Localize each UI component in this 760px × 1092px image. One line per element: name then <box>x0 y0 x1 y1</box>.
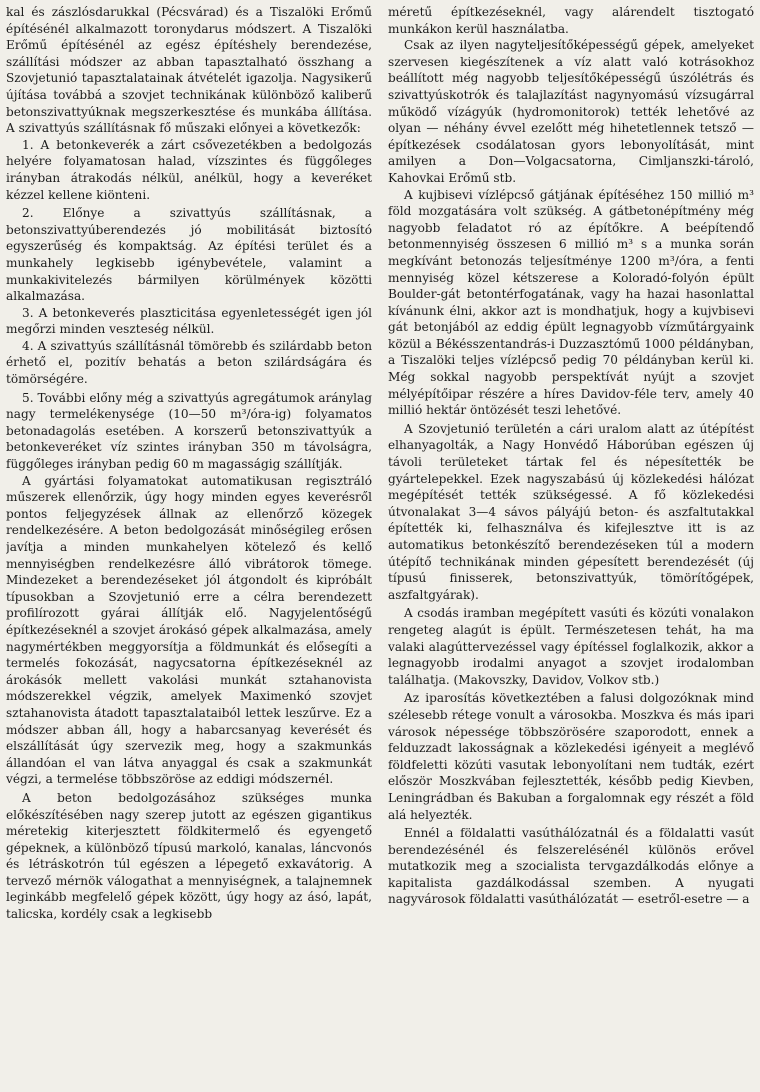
paragraph: A beton bedolgozásához szükséges munka előkészítésében nagy szerep jutott az egészen gigantikus méretekig kiterjesztett földkitermelő és egyengető gépeknek, a különböző típusú markoló, kanalas, láncvonós és létráskotrón túl egészen a lépegető exkavátorig. A tervező mérnök válogathat a mennyiségnek, a talajnemnek leginkább megfelelő gépek között, úgy hogy az ásó, lapát, talicska, kordély csak a legkisebb <box>6 790 372 922</box>
left-column <box>6 4 372 1092</box>
paragraph: A csodás iramban megépített vasúti és közúti vonalakon rengeteg alagút is épült. Természetesen tehát, ha ma valaki alagúttervezéssel vagy építéssel foglalkozik, akkor a legnagyobb irodalmi anyagot a szovjet irodalomban találhatja. (Makovszky, Davidov, Volkov stb.) <box>388 606 754 687</box>
paragraph: 4. A szivattyús szállításnál tömörebb és szilárdabb beton érhető el, pozitív behatás a beton szilárdságára és tömörségére. <box>6 338 372 387</box>
paragraph: 5. További előny még a szivattyús agregátumok aránylag nagy termelékenysége (10—50 m³/óra-ig) folyamatos betonadagolás esetében. A korszerű betonszivattyúk a betonkeveréket víz szintes irányban 350 m távolságra, függőleges irányban pedig 60 m magasságig szállítják. <box>6 390 372 472</box>
paragraph: 3. A betonkeverés plaszticitása egyenletességét igen jól megőrzi minden veszteség nélkül. <box>6 305 372 337</box>
right-column <box>388 4 754 1092</box>
two-column-layout <box>6 4 754 1092</box>
paragraph: méretű építkezéseknél, vagy alárendelt tisztogató munkákon kerül használatba. <box>388 5 754 36</box>
paragraph: Csak az ilyen nagyteljesítőképességű gépek, amelyeket szervesen kiegészítenek a víz alatt való kotrásokhoz beállított még nagyobb teljesítőképességű úszólétrás és szivattyúskotrók és talajlazítást nagynyomású vízsugárral működő vízágyúk (hydromonitorok) tették lehetővé az olyan — néhány évvel ezelőtt még hihetetlennek tetsző — építkezések csodálatosan gyors lebonyolítását, mint amilyen a Don—Volgacsatorna, Cimljanszki-tároló, Kahovkai Erőmű stb. <box>388 38 754 185</box>
paragraph: Az iparosítás következtében a falusi dolgozóknak mind szélesebb rétege vonult a városokba. Moszkva és más ipari városok népessége többszörösére szaporodott, ennek a felduzzadt lakosságnak a közlekedési igényeit a meglévő földfeletti közúti vasutak lebonyolítani nem tudták, ezért először Moszkvában fejlesztették, később pedig Kievben, Leningrádban és Bakuban a forgalomnak egy részét a föld alá helyezték. <box>388 691 754 822</box>
paragraph: Ennél a földalatti vasúthálózatnál és a földalatti vasút berendezésénél és felszerelésénél különös erővel mutatkozik meg a szocialista tervgazdálkodás előnye a kapitalista gazdálkodással szemben. A nyugati nagyvárosok földalatti vasúthálózatát — esetről-esetre — a <box>388 826 754 907</box>
paragraph: A gyártási folyamatokat automatikusan regisztráló műszerek ellenőrzik, úgy hogy minden egyes keverésről pontos feljegyzések állnak az ellenőrző közegek rendelkezésére. A beton bedolgozását minőségileg erősen javítja a minden munkahelyen kötelező és kellő mennyiségben rendelkezésre álló vibrátorok tömege. Mindezeket a berendezéseket jól átgondolt és kipróbált típusokban a Szovjetunió erre a célra berendezett profilírozott gyárai állítják elő. Nagyjelentőségű építkezéseknél a szovjet árokásó gépek alkalmazása, amely nagymértékben meggyorsítja a földmunkát és elősegíti a termelés fokozását, nagycsatorna építkezéseknél az árokásók mellett vakolási munkát sztahanovista módszerekkel végzik, amelyek Maximenkó szovjet sztahanovista átadott tapasztalataiból lettek leszűrve. Ez a módszer abban áll, hogy a habarcsanyag keverését és elszállítását úgy szervezik meg, hogy a szakmunkás állandóan el van látva anyaggal és csak a szakmunkát végzi, a termelése többszöröse az eddigi módszernél. <box>6 473 372 787</box>
paragraph: kal és zászlósdarukkal (Pécsvárad) és a Tiszalöki Erőmű építésénél alkalmazott toronydarus módszert. A Tiszalöki Erőmű építésénél az egész építéshely berendezése, szállítási módszer az abban tapasztalható összhang a Szovjetunió tapasztalatainak átvételét igazolja. Nagysikerű újítása továbbá a szovjet technikának különböző kaliberű betonszivattyúknak megszerkesztése és munkába állítása. A szivattyús szállításnak fő műszaki előnyei a következők: <box>6 5 372 136</box>
paragraph: 1. A betonkeverék a zárt csővezetékben a bedolgozás helyére folyamatosan halad, vízszintes és függőleges irányban átrakodás nélkül, anélkül, hogy a keveréket kézzel kellene kiönteni. <box>6 137 372 202</box>
paragraph: A Szovjetunió területén a cári uralom alatt az útépítést elhanyagolták, a Nagy Honvédő Háborúban egészen új távoli területeket tártak fel és népesítették be gyártelepekkel. Ezek nagyszabású új közlekedési hálózat megépítését tették szükségessé. A fő közlekedési útvonalakat 3—4 sávos pályájú beton- és aszfaltutakkal építették ki, felhasználva és kifejlesztve itt is az automatikus betonkészítő berendezéseken túl a modern útépítő technikának minden gépesített berendezését (új típusú finisserek, betonszivattyúk, tömörítőgépek, aszfaltgyárak). <box>388 421 754 602</box>
paragraph: A kujbisevi vízlépcső gátjának építéséhez 150 millió m³ föld mozgatására volt szükség. A gátbetonépítmény még nagyobb feladatot ró az építőkre. A beépítendő betonmennyiség összesen 6 millió m³ s a munka során megkívánt betonozás teljesítménye 1200 m³/óra, a fenti mennyiség közel kétszerese a Koloradó-folyón épült Boulder-gát betontérfogatának, vagy ha hazai hasonlattal kívánunk élni, akkor azt is mondhatjuk, hogy a kujvbisevi gát betonjából az eddig épült legnagyobb vízműtárgyaink közül a Békésszentandrás-i Duzzasztómű 1000 példányban, a Tiszalöki teljes vízlépcső pedig 70 példányban kerül ki. Még sokkal nagyobb perspektívát nyújt a szovjet mélyépítőipar részére a híres Davidov-féle terv, amely 40 millió hektár öntözését teszi lehetővé. <box>388 187 754 418</box>
paragraph: 2. Előnye a szivattyús szállításnak, a betonszivattyúberendezés jó mobilitását biztosító egyszerűség és kompaktság. Az építési terület és a munkahely legkisebb igénybevétele, valamint a munkakivitelezés bármilyen körülmények közötti alkalmazása. <box>6 206 372 304</box>
